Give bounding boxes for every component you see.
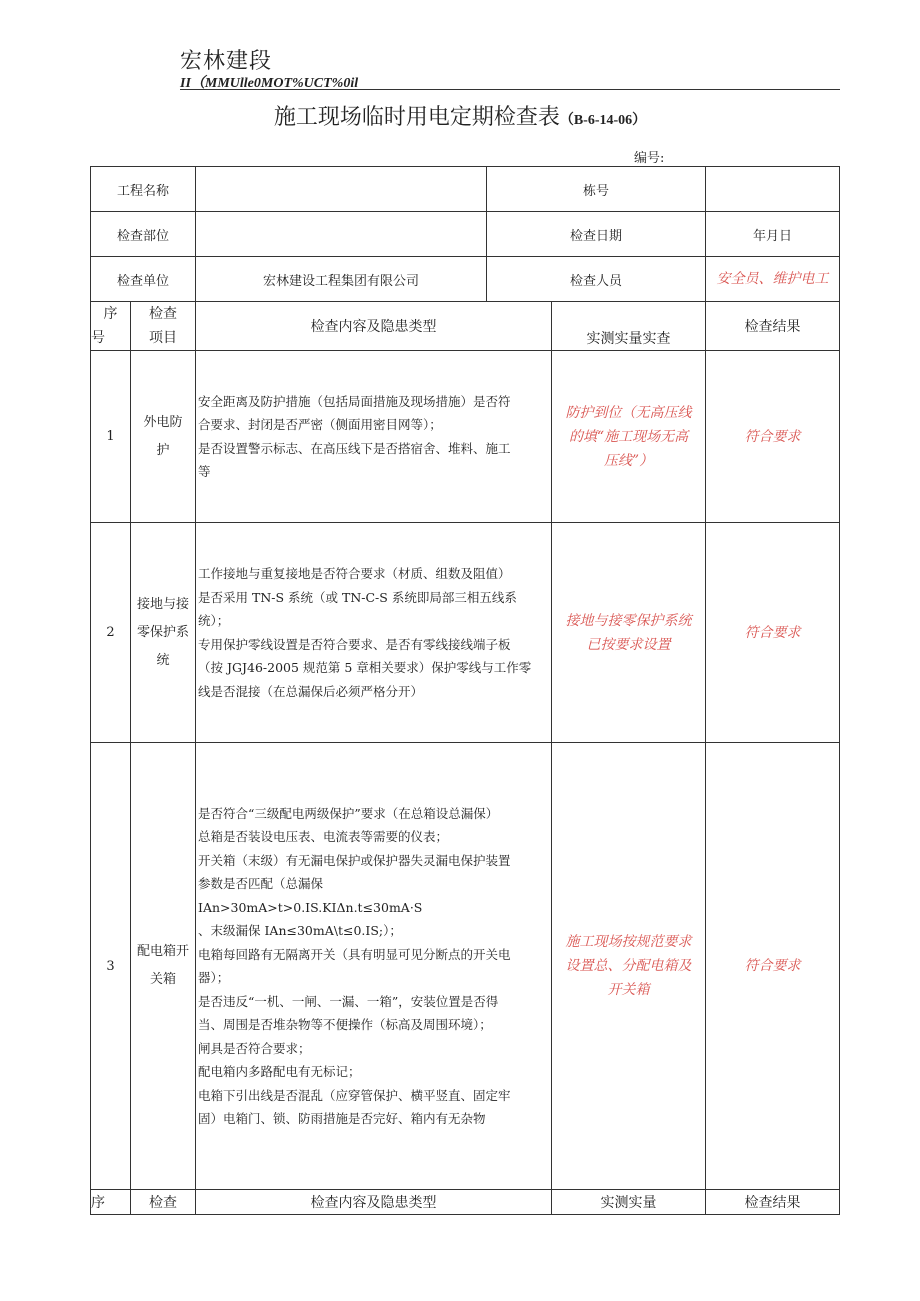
footer-seq-header: 序: [91, 1190, 131, 1215]
company-name: 宏林建段: [180, 49, 273, 74]
inspect-unit-label: 检查单位: [91, 257, 196, 302]
column-header-row: [91, 302, 840, 351]
footer-content-header: 检查内容及隐患类型: [196, 1190, 552, 1215]
inspection-table: [90, 166, 840, 1215]
row-item-line: 护: [156, 442, 170, 458]
row-seq: 1: [91, 351, 131, 523]
row-result[interactable]: 符合要求: [706, 351, 840, 523]
footer-item-header: 检查: [131, 1190, 196, 1215]
table-row: [91, 523, 840, 743]
header-divider: [180, 89, 840, 90]
content-line: 固）电箱门、锁、防雨措施是否完好、箱内有无杂物: [198, 1111, 486, 1126]
content-line: 合要求、封闭是否严密（侧面用密目网等）；: [198, 417, 442, 432]
footer-measure-header: 实测实量: [552, 1190, 706, 1215]
col-item-line2: 项目: [149, 330, 177, 346]
inspect-date-label: 检查日期: [487, 212, 706, 257]
content-line: 安全距离及防护措施（包括局面措施及现场措施）是否符: [198, 393, 511, 409]
content-line: 当、周围是否堆杂物等不便操作（标高及周围环境）；: [198, 1017, 492, 1032]
content-line: 是否符合“三级配电两级保护”要求（在总箱设总漏保）: [198, 805, 499, 821]
col-result-header: 检查结果: [706, 302, 840, 351]
content-line: 工作接地与重复接地是否符合要求（材质、组数及阻值）: [198, 566, 511, 581]
inspect-part-field[interactable]: [196, 212, 487, 257]
row-seq: 3: [91, 743, 131, 1190]
page-title-block: [0, 100, 920, 131]
content-line: （按 JGJ46-2005 规范第 5 章相关要求）保护零线与工作零: [198, 660, 532, 675]
measure-line: 施工现场按规范要求: [565, 934, 692, 950]
content-line: 线是否混接（在总漏保后必须严格分开）: [198, 683, 424, 699]
serial-number-label: 编号:: [634, 151, 665, 166]
measure-line: 设置总、分配电箱及: [565, 958, 692, 974]
inspector-field[interactable]: 安全员、维护电工: [706, 257, 840, 302]
footer-header-row: [91, 1190, 840, 1215]
project-name-field[interactable]: [196, 167, 487, 212]
measure-line: 已按要求设置: [586, 636, 671, 653]
row-content: [196, 523, 552, 743]
page-title: 施工现场临时用电定期检查表: [273, 105, 560, 130]
measure-line: 的填“施工现场无高: [568, 428, 689, 445]
col-item-header: [131, 302, 196, 351]
row-item-line: 外电防: [143, 414, 183, 430]
building-field[interactable]: [706, 167, 840, 212]
content-line: 是否采用 TN-S 系统（或 TN-C-S 系统即局部三相五线系: [198, 589, 517, 605]
content-line: 是否设置警示标志、在高压线下是否搭宿舍、堆料、施工: [198, 440, 511, 456]
content-line: 总箱是否装设电压表、电流表等需要的仪表；: [198, 829, 449, 844]
row-item: [131, 743, 196, 1190]
row-content: [196, 743, 552, 1190]
content-line: 器）；: [198, 970, 230, 985]
content-line: 等: [198, 464, 211, 479]
content-line: 电箱每回路有无隔离开关（具有明显可见分断点的开关电: [198, 946, 511, 962]
row-measure[interactable]: [552, 523, 706, 743]
col-item-line1: 检查: [149, 306, 177, 322]
measure-line: 接地与接零保护系统: [565, 612, 692, 629]
content-line: 是否违反“一机、一闸、一漏、一箱”，安装位置是否得: [198, 993, 499, 1009]
measure-line: 防护到位（无高压线: [565, 404, 692, 421]
info-row-unit: [91, 257, 840, 302]
content-line: 闸具是否符合要求；: [198, 1040, 311, 1056]
row-content: [196, 351, 552, 523]
inspect-date-field[interactable]: 年月日: [706, 212, 840, 257]
col-measure-header: 实测实量实查: [552, 302, 706, 351]
footer-result-header: 检查结果: [706, 1190, 840, 1215]
row-result[interactable]: 符合要求: [706, 523, 840, 743]
row-result[interactable]: 符合要求: [706, 743, 840, 1190]
row-item-line: 关箱: [150, 972, 177, 987]
row-item-line: 配电箱开: [137, 944, 190, 959]
inspect-unit-field[interactable]: 宏林建设工程集团有限公司: [196, 257, 487, 302]
form-code: （B-6-14-06）: [559, 113, 647, 128]
project-name-label: 工程名称: [91, 167, 196, 212]
inspect-part-label: 检查部位: [91, 212, 196, 257]
building-label: 栋号: [487, 167, 706, 212]
row-item-line: 零保护系: [137, 624, 190, 640]
content-line: 统）；: [198, 613, 230, 628]
col-seq-line1: 序: [103, 306, 118, 322]
row-item: [131, 351, 196, 523]
content-line: 开关箱（末级）有无漏电保护或保护器失灵漏电保护装置: [198, 852, 511, 868]
company-subtitle: II（MMUlle0MOT%UCT%0il: [180, 76, 359, 91]
content-line: 、末级漏保 IAn≤30mA\t≤0.IS;）；: [198, 923, 402, 938]
measure-line: 开关箱: [607, 982, 650, 998]
info-row-project: [91, 167, 840, 212]
row-item-line: 接地与接: [137, 596, 190, 612]
col-seq-line2: 号: [91, 330, 105, 346]
content-line: 参数是否匹配（总漏保 IAn>30mA>t>0.IS.KIΔn.t≤30mA·S: [198, 876, 423, 915]
col-seq-header: [91, 302, 131, 351]
table-row: [91, 743, 840, 1190]
row-measure[interactable]: [552, 743, 706, 1190]
measure-line: 压线”）: [603, 452, 654, 469]
inspector-label: 检查人员: [487, 257, 706, 302]
row-seq: 2: [91, 523, 131, 743]
content-line: 电箱下引出线是否混乱（应穿管保护、横平竖直、固定牢: [198, 1087, 511, 1103]
row-item: [131, 523, 196, 743]
info-row-part: [91, 212, 840, 257]
content-line: 专用保护零线设置是否符合要求、是否有零线接线端子板: [198, 636, 511, 652]
table-row: [91, 351, 840, 523]
row-measure[interactable]: [552, 351, 706, 523]
row-item-line: 统: [156, 652, 170, 668]
col-content-header: 检查内容及隐患类型: [196, 302, 552, 351]
content-line: 配电箱内多路配电有无标记；: [198, 1064, 361, 1079]
